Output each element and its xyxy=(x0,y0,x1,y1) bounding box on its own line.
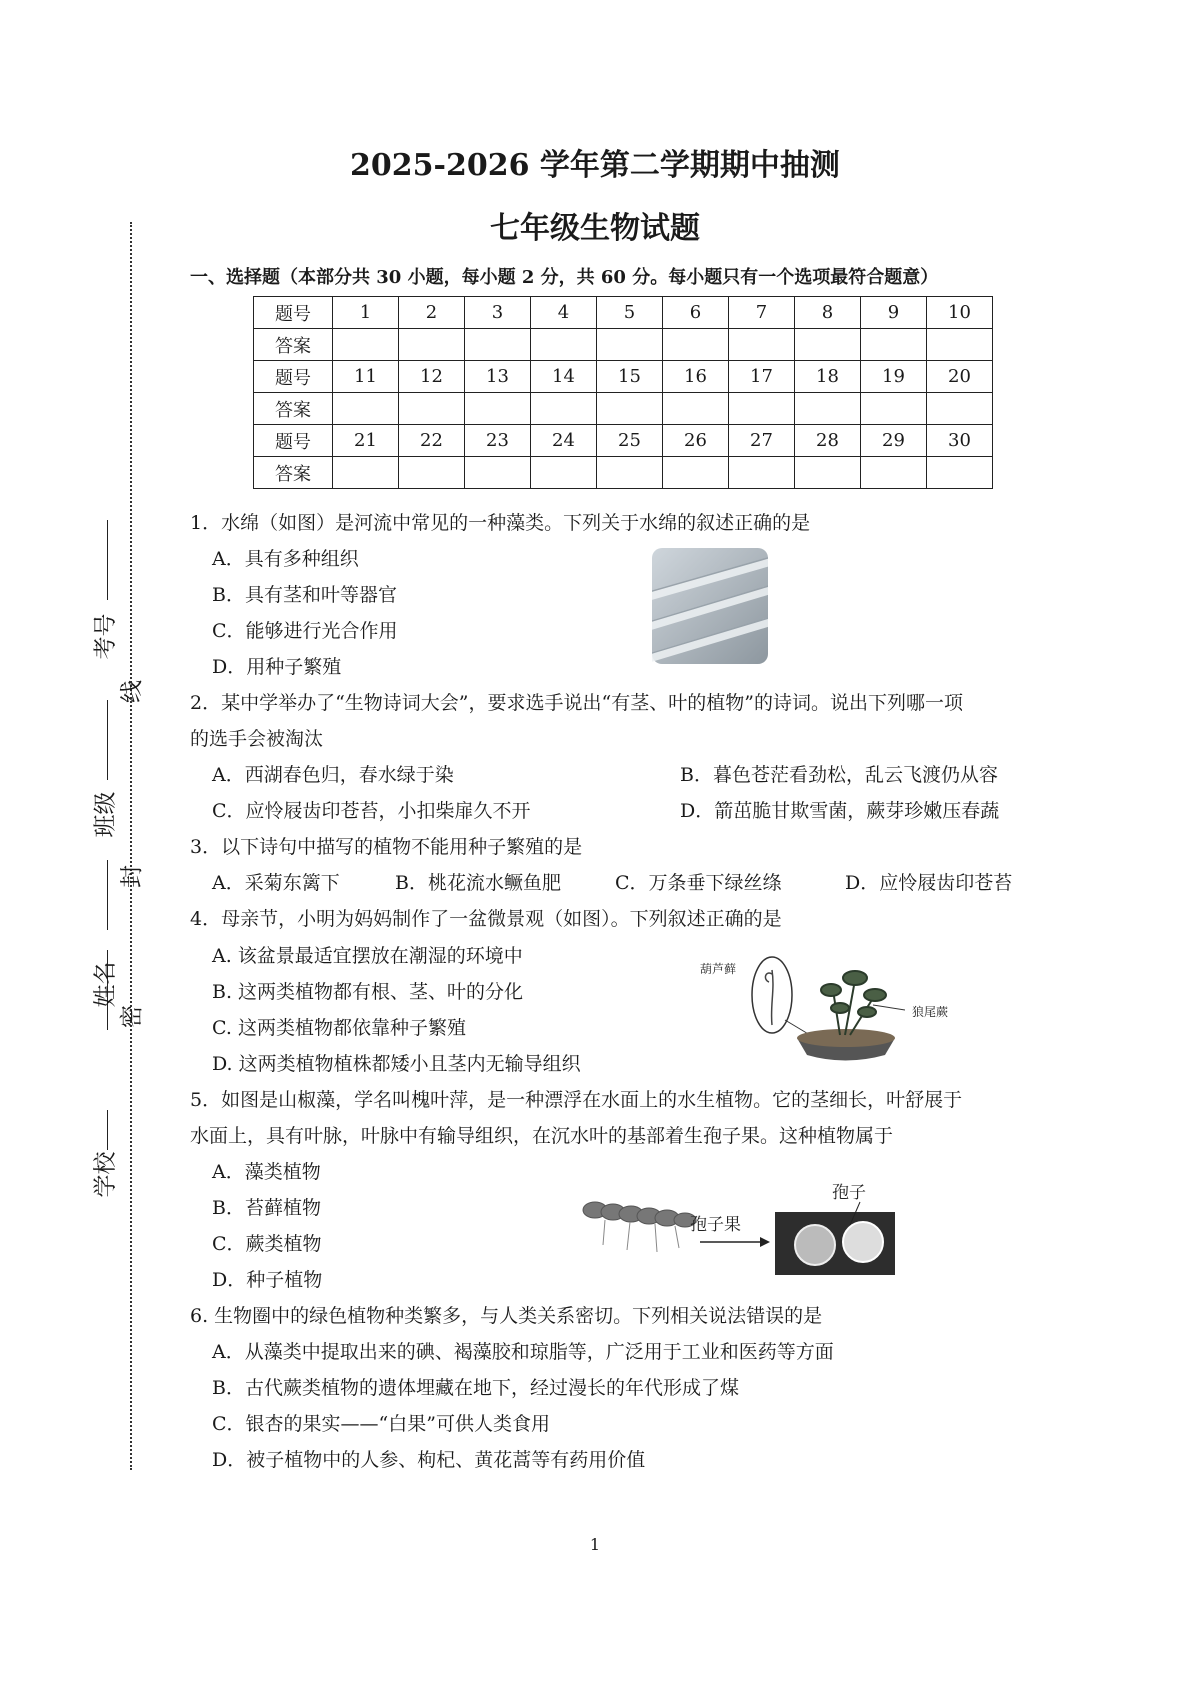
table-cell: 18 xyxy=(795,361,861,393)
answer-cell[interactable] xyxy=(927,393,993,425)
q2-option-c[interactable]: C．应怜屐齿印苍苔，小扣柴扉久不开 xyxy=(212,800,531,822)
binding-blank-kaohao xyxy=(107,520,108,600)
answer-cell[interactable] xyxy=(729,329,795,361)
table-cell: 28 xyxy=(795,425,861,457)
table-cell: 24 xyxy=(531,425,597,457)
q3-option-b[interactable]: B．桃花流水鳜鱼肥 xyxy=(395,872,561,894)
q3-option-d[interactable]: D．应怜屐齿印苍苔 xyxy=(845,872,1013,894)
table-cell: 5 xyxy=(597,297,663,329)
answer-cell[interactable] xyxy=(465,393,531,425)
table-cell: 22 xyxy=(399,425,465,457)
answer-cell[interactable] xyxy=(333,329,399,361)
q5-option-a[interactable]: A．藻类植物 xyxy=(212,1161,321,1183)
table-row xyxy=(254,425,993,457)
binding-label-kaohao: 考号 xyxy=(92,613,119,660)
binding-blank-xuexiao xyxy=(107,1110,108,1150)
answer-cell[interactable] xyxy=(597,393,663,425)
q2-option-d[interactable]: D．箭茁脆甘欺雪菌，蕨芽珍嫩压春蔬 xyxy=(680,800,1000,822)
table-cell: 7 xyxy=(729,297,795,329)
q1-option-c[interactable]: C．能够进行光合作用 xyxy=(212,620,398,642)
question-5-stem: 5．如图是山椒藻，学名叫槐叶萍，是一种漂浮在水面上的水生植物。它的茎细长，叶舒展于 xyxy=(190,1089,963,1111)
table-cell: 答案 xyxy=(254,393,333,425)
exam-subtitle: 七年级生物试题 xyxy=(490,211,700,246)
section-heading: 一、选择题（本部分共 30 小题，每小题 2 分，共 60 分。每小题只有一个选项最符合题意） xyxy=(190,267,939,288)
table-cell: 13 xyxy=(465,361,531,393)
answer-cell[interactable] xyxy=(333,393,399,425)
binding-blank-xingming-a xyxy=(107,860,108,930)
table-cell: 30 xyxy=(927,425,993,457)
q2-option-a[interactable]: A．西湖春色归，春水绿于染 xyxy=(212,764,454,786)
question-4-stem: 4．母亲节，小明为妈妈制作了一盆微景观（如图）。下列叙述正确的是 xyxy=(190,908,782,930)
q6-option-d[interactable]: D．被子植物中的人参、枸杞、黄花蒿等有药用价值 xyxy=(212,1449,646,1471)
answer-cell[interactable] xyxy=(795,393,861,425)
answer-cell[interactable] xyxy=(729,393,795,425)
q6-option-b[interactable]: B．古代蕨类植物的遗体埋藏在地下，经过漫长的年代形成了煤 xyxy=(212,1377,739,1399)
answer-cell[interactable] xyxy=(861,393,927,425)
q6-option-a[interactable]: A．从藻类中提取出来的碘、褐藻胶和琼脂等，广泛用于工业和医药等方面 xyxy=(212,1341,834,1363)
table-cell: 27 xyxy=(729,425,795,457)
question-1-stem: 1．水绵（如图）是河流中常见的一种藻类。下列关于水绵的叙述正确的是 xyxy=(190,512,811,534)
table-cell: 1 xyxy=(333,297,399,329)
table-cell: 29 xyxy=(861,425,927,457)
micro-landscape-figure xyxy=(745,950,905,1068)
question-2-stem-cont: 的选手会被淘汰 xyxy=(190,728,324,750)
binding-label-banji: 班级 xyxy=(92,791,119,838)
table-cell: 23 xyxy=(465,425,531,457)
table-cell: 题号 xyxy=(254,297,333,329)
answer-cell[interactable] xyxy=(333,457,399,489)
table-cell: 9 xyxy=(861,297,927,329)
table-row xyxy=(254,297,993,329)
answer-cell[interactable] xyxy=(399,393,465,425)
fig-label-sporocarp: 孢子果 xyxy=(690,1215,741,1235)
table-cell: 11 xyxy=(333,361,399,393)
table-row xyxy=(254,393,993,425)
exam-title: 2025-2026 学年第二学期期中抽测 xyxy=(350,148,840,183)
answer-cell[interactable] xyxy=(531,329,597,361)
answer-cell[interactable] xyxy=(597,457,663,489)
q3-option-a[interactable]: A．采菊东篱下 xyxy=(212,872,340,894)
table-cell: 17 xyxy=(729,361,795,393)
table-row xyxy=(254,361,993,393)
table-cell: 题号 xyxy=(254,361,333,393)
table-cell: 16 xyxy=(663,361,729,393)
binding-label-xingming: 姓名 xyxy=(92,961,119,1008)
q4-option-c[interactable]: C. 这两类植物都依靠种子繁殖 xyxy=(212,1017,466,1039)
q1-option-d[interactable]: D．用种子繁殖 xyxy=(212,656,342,678)
q5-option-d[interactable]: D．种子植物 xyxy=(212,1269,323,1291)
q6-option-c[interactable]: C．银杏的果实——“白果”可供人类食用 xyxy=(212,1413,550,1435)
answer-table xyxy=(253,296,993,489)
table-cell: 25 xyxy=(597,425,663,457)
binding-mark-mi: 密 xyxy=(119,1005,145,1028)
question-2-stem: 2．某中学举办了“生物诗词大会”，要求选手说出“有茎、叶的植物”的诗词。说出下列哪一项 xyxy=(190,692,963,714)
binding-dotted-line xyxy=(130,222,132,1470)
table-cell: 15 xyxy=(597,361,663,393)
table-cell: 14 xyxy=(531,361,597,393)
fig-label-hulu-moss: 葫芦藓 xyxy=(700,962,737,976)
answer-cell[interactable] xyxy=(663,457,729,489)
table-cell: 12 xyxy=(399,361,465,393)
q4-option-d[interactable]: D. 这两类植物植株都矮小且茎内无输导组织 xyxy=(212,1053,581,1075)
q4-option-a[interactable]: A. 该盆景最适宜摆放在潮湿的环境中 xyxy=(212,945,523,967)
fig-label-spore: 孢子 xyxy=(832,1183,866,1203)
table-cell: 21 xyxy=(333,425,399,457)
q1-option-b[interactable]: B．具有茎和叶等器官 xyxy=(212,584,397,606)
table-cell: 4 xyxy=(531,297,597,329)
answer-cell[interactable] xyxy=(795,457,861,489)
answer-cell[interactable] xyxy=(729,457,795,489)
binding-mark-feng: 封 xyxy=(119,865,145,888)
table-cell: 10 xyxy=(927,297,993,329)
binding-blank-banji xyxy=(107,700,108,780)
answer-cell[interactable] xyxy=(861,329,927,361)
fig-label-fern: 狼尾蕨 xyxy=(912,1005,949,1019)
table-row xyxy=(254,329,993,361)
table-row xyxy=(254,457,993,489)
answer-cell[interactable] xyxy=(465,329,531,361)
answer-cell[interactable] xyxy=(927,457,993,489)
table-cell: 20 xyxy=(927,361,993,393)
q5-option-c[interactable]: C．蕨类植物 xyxy=(212,1233,322,1255)
answer-cell[interactable] xyxy=(531,457,597,489)
answer-cell[interactable] xyxy=(927,329,993,361)
answer-cell[interactable] xyxy=(399,329,465,361)
table-cell: 3 xyxy=(465,297,531,329)
answer-cell[interactable] xyxy=(465,457,531,489)
answer-cell[interactable] xyxy=(663,329,729,361)
table-cell: 19 xyxy=(861,361,927,393)
binding-label-xuexiao: 学校 xyxy=(92,1151,119,1198)
table-cell: 答案 xyxy=(254,329,333,361)
question-3-stem: 3．以下诗句中描写的植物不能用种子繁殖的是 xyxy=(190,836,583,858)
q1-option-a[interactable]: A．具有多种组织 xyxy=(212,548,359,570)
page-number: 1 xyxy=(589,1535,601,1554)
q2-option-b[interactable]: B．暮色苍茫看劲松，乱云飞渡仍从容 xyxy=(680,764,998,786)
question-5-stem-cont: 水面上，具有叶脉，叶脉中有输导组织，在沉水叶的基部着生孢子果。这种植物属于 xyxy=(190,1125,894,1147)
q4-option-b[interactable]: B. 这两类植物都有根、茎、叶的分化 xyxy=(212,981,524,1003)
q5-option-b[interactable]: B．苔藓植物 xyxy=(212,1197,321,1219)
question-6-stem: 6. 生物圈中的绿色植物种类繁多，与人类关系密切。下列相关说法错误的是 xyxy=(190,1305,823,1327)
table-cell: 题号 xyxy=(254,425,333,457)
table-cell: 8 xyxy=(795,297,861,329)
answer-cell[interactable] xyxy=(861,457,927,489)
answer-cell[interactable] xyxy=(531,393,597,425)
binding-mark-xian: 线 xyxy=(119,680,145,703)
table-cell: 2 xyxy=(399,297,465,329)
spirogyra-figure xyxy=(652,548,768,664)
answer-cell[interactable] xyxy=(795,329,861,361)
q3-option-c[interactable]: C．万条垂下绿丝绦 xyxy=(615,872,782,894)
answer-cell[interactable] xyxy=(663,393,729,425)
table-cell: 26 xyxy=(663,425,729,457)
answer-cell[interactable] xyxy=(399,457,465,489)
table-cell: 6 xyxy=(663,297,729,329)
answer-cell[interactable] xyxy=(597,329,663,361)
table-cell: 答案 xyxy=(254,457,333,489)
